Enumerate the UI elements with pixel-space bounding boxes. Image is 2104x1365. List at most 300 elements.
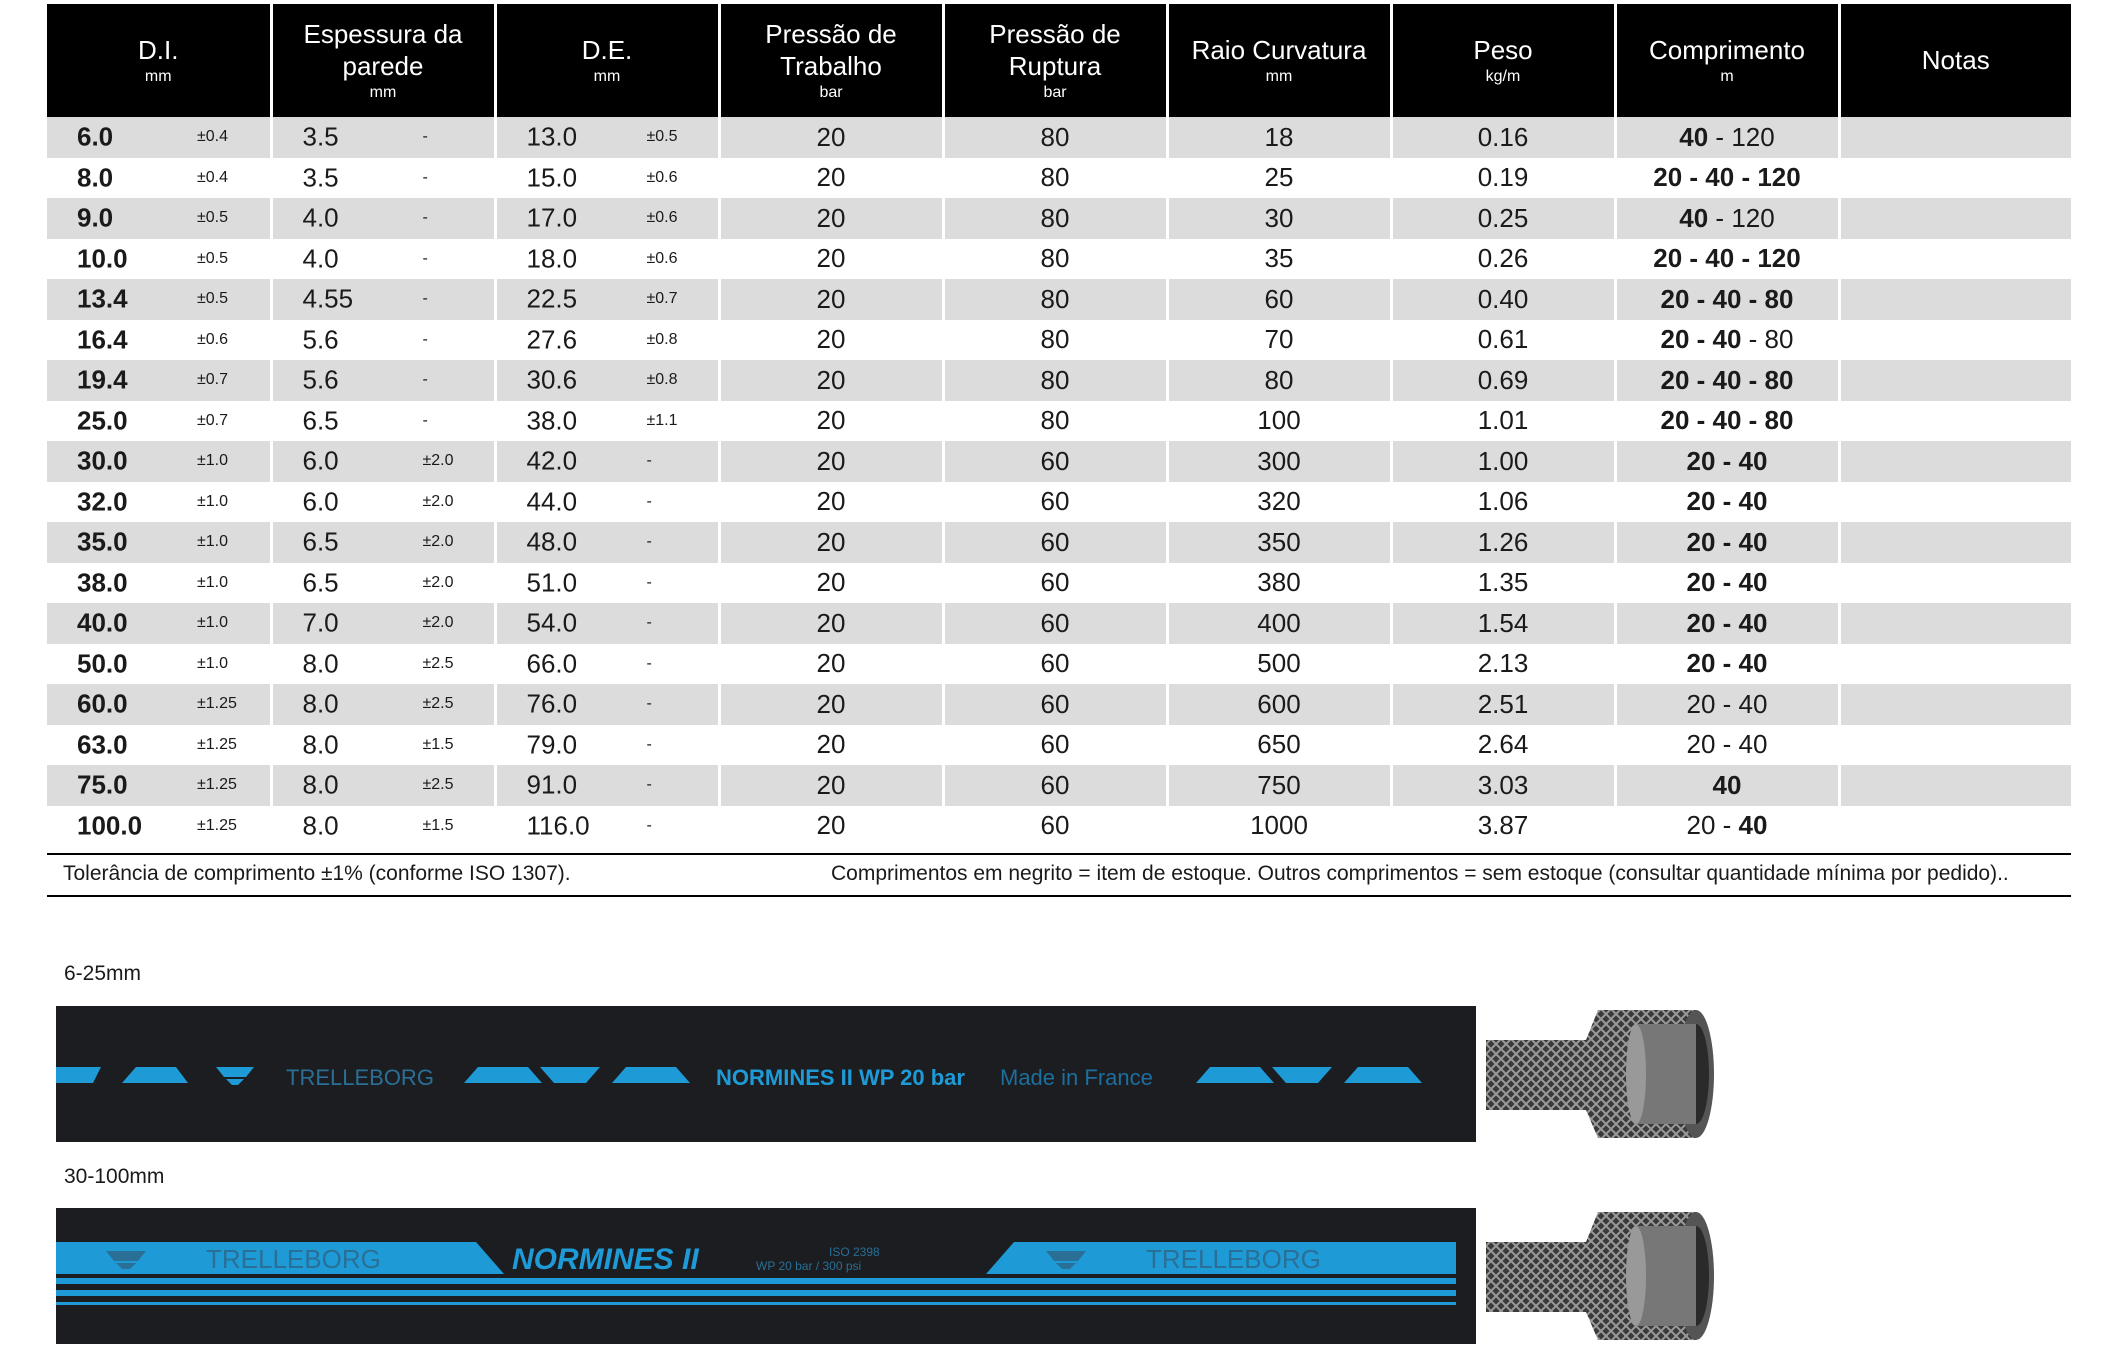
length-segment: 20 - 40 (1686, 688, 1768, 719)
header-label: Notas (1921, 45, 1990, 75)
hose-large-image (56, 1206, 1716, 1346)
cell-radius: 320 (1167, 482, 1391, 523)
cell-od (495, 522, 719, 563)
table-row (47, 644, 2071, 685)
cell-bp: 80 (943, 360, 1167, 401)
cell-wall (271, 482, 495, 523)
table-row (47, 441, 2071, 482)
header-unit: mm (593, 68, 621, 85)
length-segment: - (1708, 202, 1732, 233)
cell-length (1615, 644, 1839, 685)
length-segment: 20 - 40 (1686, 445, 1768, 476)
header-unit: mm (144, 68, 172, 85)
cell-od-value: 51.0 (526, 567, 578, 598)
hose-small-label: 6-25mm (64, 962, 142, 985)
cell-od (495, 198, 719, 239)
cell-wall (271, 360, 495, 401)
length-segment: 20 - 40 (1686, 607, 1768, 638)
table-row (47, 684, 2071, 725)
cell-di-tolerance: ±1.25 (197, 776, 237, 794)
cell-wp: 20 (719, 360, 943, 401)
cell-radius: 750 (1167, 765, 1391, 806)
cell-di-tolerance: ±0.7 (197, 371, 229, 389)
hose-small-print: WP 20 bar / 300 psi (756, 1259, 862, 1273)
cell-weight: 1.26 (1391, 522, 1615, 563)
cell-bp: 60 (943, 441, 1167, 482)
cell-di (47, 603, 271, 644)
cell-wp: 20 (719, 441, 943, 482)
cell-od-value: 91.0 (526, 769, 578, 800)
cell-weight: 1.06 (1391, 482, 1615, 523)
length-segment: 20 - 40 (1686, 567, 1768, 598)
cell-weight: 3.87 (1391, 806, 1615, 847)
cell-od-value: 30.6 (526, 364, 578, 395)
cell-length (1615, 603, 1839, 644)
cell-radius: 35 (1167, 239, 1391, 280)
cell-od-tolerance: ±0.8 (646, 371, 678, 389)
table-row (47, 806, 2071, 847)
cell-wall-value: 6.5 (302, 526, 339, 557)
cell-di-tolerance: ±0.5 (197, 290, 229, 308)
header-label: Comprimento (1648, 35, 1806, 65)
header-label: D.E. (581, 35, 633, 65)
table-row (47, 765, 2071, 806)
cell-bp: 60 (943, 603, 1167, 644)
stock-legend-note: Comprimentos em negrito = item de estoque. Outros comprimentos = sem estoque (consultar quantidade mínima por pedido).. (831, 862, 2009, 885)
cell-length (1615, 320, 1839, 361)
cell-notes (1839, 401, 2071, 442)
length-segment: 20 - 40 (1660, 324, 1742, 355)
cell-radius: 400 (1167, 603, 1391, 644)
cell-od (495, 806, 719, 847)
cell-length (1615, 239, 1839, 280)
cell-wall (271, 522, 495, 563)
header-label: Raio Curvatura (1191, 35, 1367, 65)
cell-od-value: 18.0 (526, 243, 578, 274)
cell-di-value: 13.4 (77, 283, 128, 314)
cell-wp: 20 (719, 239, 943, 280)
cell-radius: 500 (1167, 644, 1391, 685)
cell-notes (1839, 482, 2071, 523)
table-body (47, 117, 2071, 846)
cell-wall-tolerance: ±2.0 (422, 533, 454, 551)
cell-length (1615, 279, 1839, 320)
cell-bp: 80 (943, 198, 1167, 239)
cell-wall (271, 401, 495, 442)
cell-wall-tolerance: ±2.0 (422, 492, 454, 510)
cell-wall (271, 320, 495, 361)
length-segment: 20 - 40 - 80 (1660, 364, 1794, 395)
header-label: D.I. (138, 35, 179, 65)
cell-bp: 60 (943, 684, 1167, 725)
cell-od-tolerance: ±0.6 (646, 168, 678, 186)
table-row (47, 158, 2071, 199)
cell-wall-value: 3.5 (302, 121, 339, 152)
header-label: Peso (1473, 35, 1533, 65)
hose-braid-cutaway (1486, 1212, 1714, 1340)
cell-wall-value: 4.0 (302, 243, 339, 274)
cell-wall-value: 5.6 (302, 324, 339, 355)
header-od (495, 4, 719, 117)
stripe-line (56, 1302, 1456, 1305)
cell-od-tolerance: ±0.7 (646, 290, 678, 308)
table-row (47, 401, 2071, 442)
header-unit: m (1720, 68, 1734, 85)
cell-weight: 0.25 (1391, 198, 1615, 239)
cell-di (47, 198, 271, 239)
length-segment: 20 - 40 (1686, 526, 1768, 557)
cell-wall-value: 8.0 (302, 810, 339, 841)
cell-di (47, 563, 271, 604)
cell-wall-value: 8.0 (302, 688, 339, 719)
length-segment: 20 - 40 - 120 (1653, 243, 1801, 274)
cell-radius: 380 (1167, 563, 1391, 604)
cell-wall (271, 239, 495, 280)
cell-di-value: 32.0 (77, 486, 128, 517)
length-segment: 120 (1731, 121, 1775, 152)
header-length (1615, 4, 1839, 117)
cell-di-tolerance: ±0.6 (197, 330, 229, 348)
cell-od (495, 117, 719, 158)
cell-length (1615, 725, 1839, 766)
cell-di-tolerance: ±0.5 (197, 209, 229, 227)
stripe-line (56, 1278, 1456, 1284)
cell-di (47, 279, 271, 320)
cell-wall-tolerance: ±2.0 (422, 573, 454, 591)
cell-di-value: 6.0 (77, 121, 114, 152)
cell-bp: 80 (943, 279, 1167, 320)
table-row (47, 563, 2071, 604)
cell-weight: 0.61 (1391, 320, 1615, 361)
cell-bp: 80 (943, 239, 1167, 280)
cell-di-value: 75.0 (77, 769, 128, 800)
cell-wall-tolerance: - (422, 371, 428, 389)
cell-weight: 1.01 (1391, 401, 1615, 442)
cell-wall-value: 4.55 (302, 283, 354, 314)
cell-wall-value: 7.0 (302, 607, 339, 638)
cell-radius: 350 (1167, 522, 1391, 563)
cell-di-value: 10.0 (77, 243, 128, 274)
cell-wall (271, 725, 495, 766)
cell-radius: 18 (1167, 117, 1391, 158)
cell-notes (1839, 360, 2071, 401)
spec-table (47, 4, 2071, 846)
table-row (47, 117, 2071, 158)
table-row (47, 603, 2071, 644)
cell-weight: 1.00 (1391, 441, 1615, 482)
cell-di (47, 158, 271, 199)
header-bp (943, 4, 1167, 117)
cell-di-tolerance: ±1.0 (197, 654, 229, 672)
cell-di-value: 16.4 (77, 324, 128, 355)
cell-notes (1839, 644, 2071, 685)
cell-di-value: 50.0 (77, 648, 128, 679)
cell-wp: 20 (719, 320, 943, 361)
cell-od-value: 17.0 (526, 202, 578, 233)
cell-radius: 30 (1167, 198, 1391, 239)
cell-bp: 80 (943, 320, 1167, 361)
cell-bp: 80 (943, 158, 1167, 199)
cell-wall (271, 644, 495, 685)
length-segment: 40 (1738, 810, 1768, 841)
length-segment: 20 - 40 (1686, 486, 1768, 517)
length-segment: - 80 (1741, 324, 1794, 355)
cell-wall-tolerance: ±2.5 (422, 695, 454, 713)
cell-wp: 20 (719, 279, 943, 320)
table-row (47, 482, 2071, 523)
header-weight (1391, 4, 1615, 117)
header-wp (719, 4, 943, 117)
cell-od-tolerance: - (646, 614, 652, 632)
cell-od-value: 22.5 (526, 283, 578, 314)
table-row (47, 239, 2071, 280)
cell-di-tolerance: ±0.7 (197, 411, 229, 429)
cell-wp: 20 (719, 563, 943, 604)
cell-radius: 60 (1167, 279, 1391, 320)
cell-od-tolerance: ±0.6 (646, 209, 678, 227)
cell-od-value: 54.0 (526, 607, 578, 638)
cell-length (1615, 563, 1839, 604)
table-row (47, 320, 2071, 361)
cell-weight: 2.51 (1391, 684, 1615, 725)
cell-od-value: 44.0 (526, 486, 578, 517)
cell-wall-value: 6.0 (302, 486, 339, 517)
cell-radius: 600 (1167, 684, 1391, 725)
cell-od (495, 158, 719, 199)
cell-di (47, 522, 271, 563)
cell-weight: 0.26 (1391, 239, 1615, 280)
length-segment: 20 - 40 - 120 (1653, 162, 1801, 193)
cell-di-tolerance: ±1.0 (197, 573, 229, 591)
cell-od-value: 13.0 (526, 121, 578, 152)
cell-notes (1839, 279, 2071, 320)
cell-di-value: 9.0 (77, 202, 114, 233)
cell-di (47, 117, 271, 158)
cell-di (47, 482, 271, 523)
cell-od (495, 401, 719, 442)
cell-od-tolerance: - (646, 533, 652, 551)
cell-wall-tolerance: ±2.5 (422, 654, 454, 672)
cell-wall-value: 8.0 (302, 769, 339, 800)
cell-di-value: 25.0 (77, 405, 128, 436)
cell-length (1615, 441, 1839, 482)
table-row (47, 198, 2071, 239)
cell-od-value: 48.0 (526, 526, 578, 557)
cell-wall-tolerance: - (422, 209, 428, 227)
table-row (47, 279, 2071, 320)
cell-notes (1839, 239, 2071, 280)
cell-od-value: 38.0 (526, 405, 578, 436)
cell-weight: 1.35 (1391, 563, 1615, 604)
hose-large-label: 30-100mm (64, 1165, 165, 1188)
cell-od-value: 42.0 (526, 445, 578, 476)
cell-wall (271, 441, 495, 482)
cell-wall (271, 198, 495, 239)
cell-od (495, 320, 719, 361)
cell-notes (1839, 158, 2071, 199)
cell-wall-tolerance: ±2.5 (422, 776, 454, 794)
cell-wp: 20 (719, 644, 943, 685)
table-row (47, 522, 2071, 563)
cell-wp: 20 (719, 482, 943, 523)
cell-di (47, 806, 271, 847)
cell-wall (271, 765, 495, 806)
cell-od-tolerance: ±0.6 (646, 249, 678, 267)
length-segment: 20 - 40 - 80 (1660, 405, 1794, 436)
cell-notes (1839, 117, 2071, 158)
cell-bp: 60 (943, 725, 1167, 766)
cell-notes (1839, 806, 2071, 847)
cell-wall (271, 158, 495, 199)
cell-di-tolerance: ±0.5 (197, 249, 229, 267)
cell-weight: 0.19 (1391, 158, 1615, 199)
length-segment: 40 (1679, 202, 1709, 233)
cell-wall-value: 8.0 (302, 648, 339, 679)
cell-weight: 2.64 (1391, 725, 1615, 766)
cell-bp: 60 (943, 765, 1167, 806)
cell-length (1615, 360, 1839, 401)
cell-wall-tolerance: - (422, 128, 428, 146)
hose-body (56, 1208, 1476, 1344)
header-unit: mm (369, 84, 397, 101)
cell-wall-value: 6.5 (302, 567, 339, 598)
cell-notes (1839, 725, 2071, 766)
cell-od-tolerance: - (646, 492, 652, 510)
cell-weight: 0.69 (1391, 360, 1615, 401)
cell-wall (271, 563, 495, 604)
cell-od-tolerance: ±1.1 (646, 411, 678, 429)
cell-od (495, 441, 719, 482)
cell-notes (1839, 441, 2071, 482)
hose-marking-text: NORMINES II WP 20 bar (716, 1065, 965, 1090)
cell-radius: 100 (1167, 401, 1391, 442)
cell-od-value: 66.0 (526, 648, 578, 679)
cell-length (1615, 158, 1839, 199)
cell-wall-value: 4.0 (302, 202, 339, 233)
table-row (47, 725, 2071, 766)
header-label: Pressão de Ruptura (989, 19, 1121, 81)
cell-wall-tolerance: - (422, 290, 428, 308)
cell-di (47, 239, 271, 280)
cell-od (495, 279, 719, 320)
cell-di (47, 401, 271, 442)
cell-di-value: 35.0 (77, 526, 128, 557)
cell-wp: 20 (719, 684, 943, 725)
hose-marking-text: NORMINES II (512, 1243, 699, 1276)
cell-od (495, 644, 719, 685)
cell-od (495, 360, 719, 401)
cell-di-tolerance: ±1.0 (197, 533, 229, 551)
cell-wall-value: 6.0 (302, 445, 339, 476)
cell-od-value: 27.6 (526, 324, 578, 355)
cell-wp: 20 (719, 806, 943, 847)
cell-od-tolerance: - (646, 735, 652, 753)
cell-di-value: 40.0 (77, 607, 128, 638)
cell-notes (1839, 765, 2071, 806)
length-segment: - (1708, 121, 1732, 152)
header-unit: bar (819, 84, 843, 101)
cell-weight: 3.03 (1391, 765, 1615, 806)
cell-di (47, 441, 271, 482)
cell-notes (1839, 563, 2071, 604)
cell-length (1615, 482, 1839, 523)
hose-origin-text: Made in France (1000, 1065, 1153, 1090)
footnote-row (47, 853, 2071, 897)
header-radius (1167, 4, 1391, 117)
cell-od-value: 116.0 (526, 810, 590, 841)
cell-wall (271, 279, 495, 320)
cell-wall-tolerance: - (422, 330, 428, 348)
cell-wall-tolerance: - (422, 411, 428, 429)
cell-radius: 25 (1167, 158, 1391, 199)
cell-length (1615, 522, 1839, 563)
cell-radius: 300 (1167, 441, 1391, 482)
cell-od-tolerance: ±0.5 (646, 128, 678, 146)
cell-bp: 80 (943, 401, 1167, 442)
cell-di (47, 360, 271, 401)
cell-bp: 60 (943, 644, 1167, 685)
cell-radius: 70 (1167, 320, 1391, 361)
cell-radius: 80 (1167, 360, 1391, 401)
cell-od-tolerance: - (646, 573, 652, 591)
cell-od-value: 79.0 (526, 729, 578, 760)
cell-di (47, 320, 271, 361)
cell-weight: 0.40 (1391, 279, 1615, 320)
cell-bp: 60 (943, 522, 1167, 563)
cell-wall (271, 117, 495, 158)
length-segment: 120 (1731, 202, 1775, 233)
cell-di-tolerance: ±1.0 (197, 452, 229, 470)
header-label: Pressão de Trabalho (765, 19, 897, 81)
length-segment: 20 - 40 (1686, 648, 1768, 679)
cell-od (495, 765, 719, 806)
cell-notes (1839, 684, 2071, 725)
cell-bp: 60 (943, 563, 1167, 604)
header-unit: kg/m (1485, 68, 1521, 85)
cell-wp: 20 (719, 158, 943, 199)
cell-di-tolerance: ±1.25 (197, 816, 237, 834)
header-wall (271, 4, 495, 117)
hose-brand-text: TRELLEBORG (206, 1244, 381, 1274)
table-row (47, 360, 2071, 401)
cell-length (1615, 117, 1839, 158)
cell-wall (271, 806, 495, 847)
cell-di-tolerance: ±0.4 (197, 128, 229, 146)
cell-od-tolerance: - (646, 776, 652, 794)
cell-wp: 20 (719, 603, 943, 644)
cell-weight: 0.16 (1391, 117, 1615, 158)
cell-length (1615, 765, 1839, 806)
cell-di (47, 684, 271, 725)
cell-od-value: 76.0 (526, 688, 578, 719)
cell-radius: 1000 (1167, 806, 1391, 847)
cell-di-tolerance: ±1.0 (197, 492, 229, 510)
cell-di (47, 725, 271, 766)
cell-wp: 20 (719, 765, 943, 806)
cell-di-value: 8.0 (77, 162, 114, 193)
cell-di-tolerance: ±1.0 (197, 614, 229, 632)
hose-small-image (56, 1004, 1716, 1144)
hose-small-print: ISO 2398 (829, 1245, 880, 1259)
cell-length (1615, 198, 1839, 239)
table-header (47, 4, 2071, 117)
cell-di-value: 63.0 (77, 729, 128, 760)
cell-wall-tolerance: - (422, 168, 428, 186)
cell-length (1615, 684, 1839, 725)
cell-od (495, 482, 719, 523)
length-segment: 40 (1679, 121, 1709, 152)
header-di (47, 4, 271, 117)
